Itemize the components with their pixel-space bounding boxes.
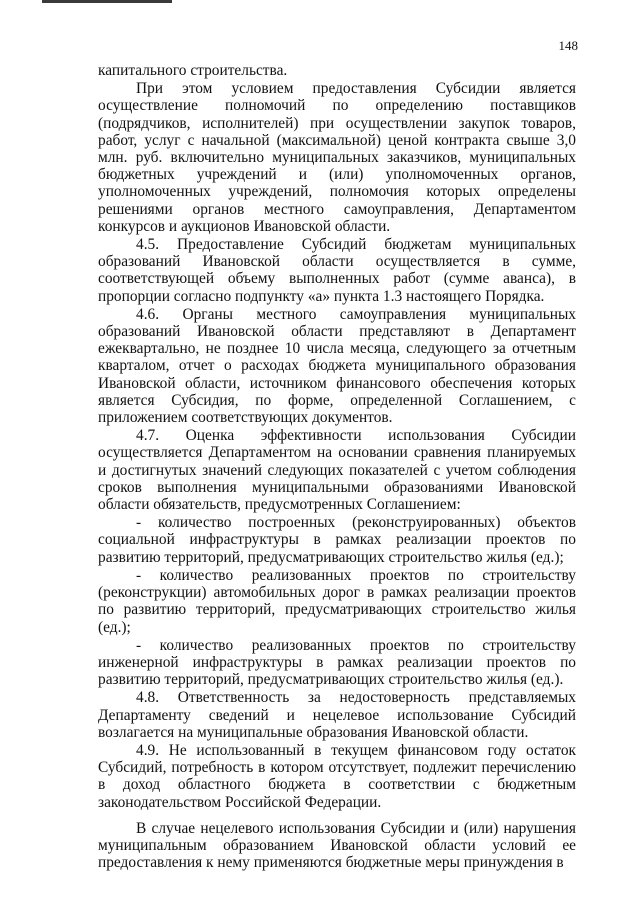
paragraph-misuse: В случае нецелевого использования Субсидии и (или) нарушения муниципальным образованием Ивановской области условий ее предоставления к нему применяются бюджетные меры принуждения в — [98, 819, 576, 872]
document-body — [98, 62, 576, 872]
paragraph-4-9: 4.9. Не использованный в текущем финансовом году остаток Субсидий, потребность в котором отсутствует, подлежит перечислению в доход областного бюджета в соответствии с бюджетным законодательством Российской Федерации. — [98, 741, 576, 811]
paragraph-4-8: 4.8. Ответственность за недостоверность представляемых Департаменту сведений и нецелевое использование Субсидий возлагается на муниципальные образования Ивановской области. — [98, 689, 576, 741]
list-item-roads: - количество реализованных проектов по строительству (реконструкции) автомобильных дорог в рамках реализации проектов по развитию территорий, предусматривающих строительство жилья (ед.); — [98, 566, 576, 636]
paragraph-4-7: 4.7. Оценка эффективности использования Субсидии осуществляется Департаментом на основании сравнения планируемых и достигнутых значений следующих показателей с учетом соблюдения сроков выполнения муниципальными образованиями Ивановской области обязательств, предусмотренных Соглашением: — [98, 427, 576, 514]
paragraph-condition: При этом условием предоставления Субсидии является осуществление полномочий по определению поставщиков (подрядчиков, исполнителей) при осуществлении закупок товаров, работ, услуг с начальной (максимальной) ценой контракта свыше 3,0 млн. руб. включительно муниципальных заказчиков, муниципальных бюджетных учреждений и (или) уполномоченных органов, уполномоченных учреждений, полномочия которых определены решениями органов местного самоуправления, Департаментом конкурсов и аукционов Ивановской области. — [98, 80, 576, 235]
top-rule — [42, 0, 172, 3]
page-number: 148 — [558, 38, 578, 53]
list-item-social-infrastructure: - количество построенных (реконструированных) объектов социальной инфраструктуры в рамках реализации проектов по развитию территорий, предусматривающих строительство жилья (ед.); — [98, 514, 576, 566]
paragraph-continuation: капитального строительства. — [98, 62, 288, 79]
paragraph-4-6: 4.6. Органы местного самоуправления муниципальных образований Ивановской области представляют в Департамент ежеквартально, не позднее 10 числа месяца, следующего за отчетным кварталом, отчет о расходах бюджета муниципального образования Ивановской области, источником финансового обеспечения которых является Субсидия, по форме, определенной Соглашением, с приложением соответствующих документов. — [98, 305, 576, 427]
paragraph-4-5: 4.5. Предоставление Субсидий бюджетам муниципальных образований Ивановской области осуществляется в сумме, соответствующей объему выполненных работ (сумме аванса), в пропорции согласно подпункту «а» пункта 1.3 настоящего Порядка. — [98, 236, 576, 305]
list-item-engineering-infrastructure: - количество реализованных проектов по строительству инженерной инфраструктуры в рамках реализации проектов по развитию территорий, предусматривающих строительство жилья (ед.). — [98, 636, 576, 689]
